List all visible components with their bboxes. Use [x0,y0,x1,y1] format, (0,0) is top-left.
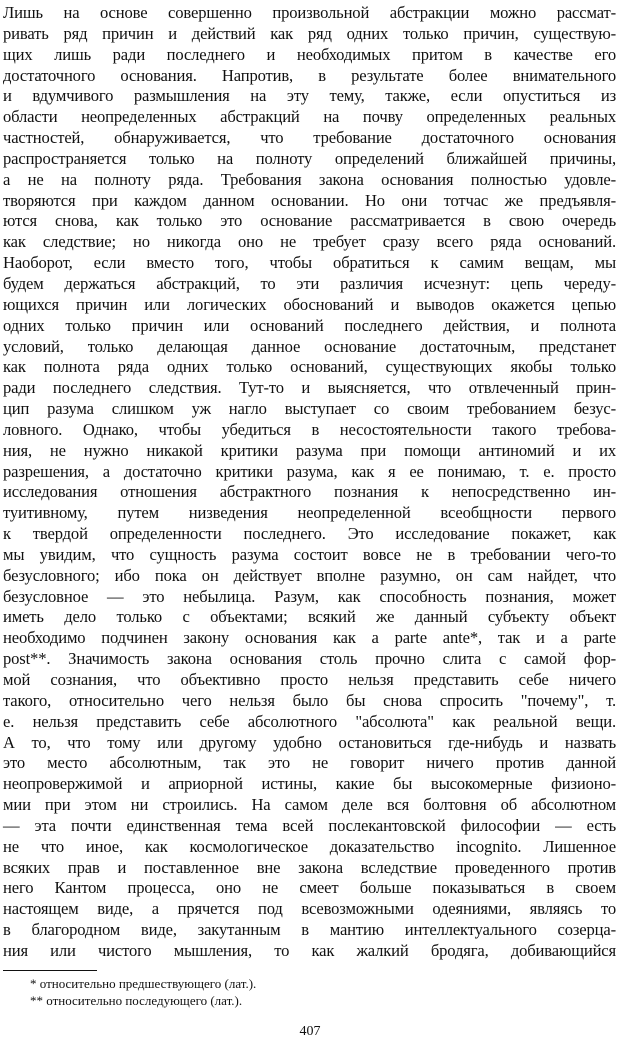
text-line: ния, не нужно никакой критики разума при помощи антиномий и их [3,440,616,460]
text-line: ющихся причин или логических обоснований и выводов окажется цепью [3,294,616,314]
text-line: цип разума слишком уж нагло выступает со своим требованием безус- [3,399,616,419]
text-line: области неопределенных абстракций на почву определенных реальных [3,107,616,127]
text-line: ния или чистого мышления, то как жалкий бродяга, добивающийся [3,940,616,960]
text-line: частностей, обнаруживается, что требование достаточного основания [3,128,616,148]
text-line: Наоборот, если вместо того, чтобы обратиться к самим вещам, мы [3,253,616,273]
text-line: post**. Значимость закона основания столь прочно слита с самой фор- [3,649,616,669]
text-line: е. нельзя представить себе абсолютного "абсолюта" как реальной вещи. [3,711,616,731]
text-line: как следствие; но никогда оно не требует сразу всего ряда оснований. [3,232,616,252]
text-line: и вдумчивого размышления на эту тему, также, если опуститься из [3,86,616,106]
text-line: мии при этом ни строились. На самом деле вся болтовня об абсолютном [3,795,616,815]
main-text [3,3,616,962]
text-line: ради последнего следствия. Тут-то и выясняется, что отвлеченный прин- [3,378,616,398]
text-line: а не на полноту ряда. Требования закона основания полностью удовле- [3,169,616,189]
text-line: — эта почти единственная тема всей послекантовской философии — есть [3,815,616,835]
text-line: него Кантом процесса, оно не смеет больше показываться в своем [3,878,616,898]
footnote-divider [3,970,97,971]
text-line: безусловного; ибо пока он действует вполне разумно, он сам найдет, что [3,565,616,585]
footnotes [30,975,256,1009]
text-line: настоящем виде, а прячется под всевозможными одеяниями, являясь то [3,899,616,919]
text-line: не что иное, как космологическое доказательство incognito. Лишенное [3,836,616,856]
text-line: в благородном виде, закутанным в мантию интеллектуального созерца- [3,920,616,940]
page-number: 407 [299,1024,321,1039]
text-line: как полнота ряда одних только оснований, существующих якобы только [3,357,616,377]
text-line: необходимо подчинен закону основания как a parte ante*, так и a parte [3,628,616,648]
text-line: такого, относительно чего нельзя было бы снова спросить "почему", т. [3,690,616,710]
text-line: к твердой определенности последнего. Это исследование покажет, как [3,524,616,544]
text-line: неопровержимой и априорной истины, какие бы высокомерные физионо- [3,774,616,794]
text-line: исследования отношения абстрактного познания к непосредственно ин- [3,482,616,502]
text-line: распространяется только на полноту определений ближайшей причины, [3,148,616,168]
text-line: мы увидим, что сущность разума состоит вовсе не в требовании чего-то [3,544,616,564]
text-line: ются снова, как только это основание рассматривается в свою очередь [3,211,616,231]
text-line: ловного. Однако, чтобы убедиться в несостоятельности такого требова- [3,419,616,439]
text-line: щих лишь ради последнего и необходимых притом в качестве его [3,44,616,64]
text-line: А то, что тому или другому удобно остановиться где-нибудь и назвать [3,732,616,752]
text-line: безусловное — это небылица. Разум, как способность познания, может [3,586,616,606]
footnote-2: ** относительно последующего (лат.). [30,993,243,1008]
text-line: всяких прав и поставленное вне закона вследствие проведенного против [3,857,616,877]
text-line: мой сознания, что объективно просто нельзя представить себе ничего [3,670,616,689]
footnote-1: * относительно предшествующего (лат.). [30,976,257,991]
text-line: это место абсолютным, так это не говорит ничего против данной [3,753,616,773]
text-line: туитивному, путем низведения неопределенной всеобщности первого [3,503,616,523]
text-line: творяются при каждом данном основании. Но они тотчас же предъявля- [3,190,616,210]
text-line: разрешения, а достаточно критики разума, как я ее понимаю, т. е. просто [3,461,616,481]
text-line: условий, только делающая данное основание достаточным, предстанет [3,336,616,356]
text-line: Лишь на основе совершенно произвольной абстракции можно рассмат- [3,3,616,22]
text-line: достаточного основания. Напротив, в результате более внимательного [3,65,616,85]
text-line: ривать ряд причин и действий как ряд одних только причин, существую- [3,23,616,43]
text-line: иметь дело только с объектами; всякий же данный субъекту объект [3,607,616,627]
text-line: будем держаться абстракций, то эти различия исчезнут: цепь череду- [3,273,616,293]
text-line: одних только причин или оснований последнего действия, и полнота [3,315,616,335]
